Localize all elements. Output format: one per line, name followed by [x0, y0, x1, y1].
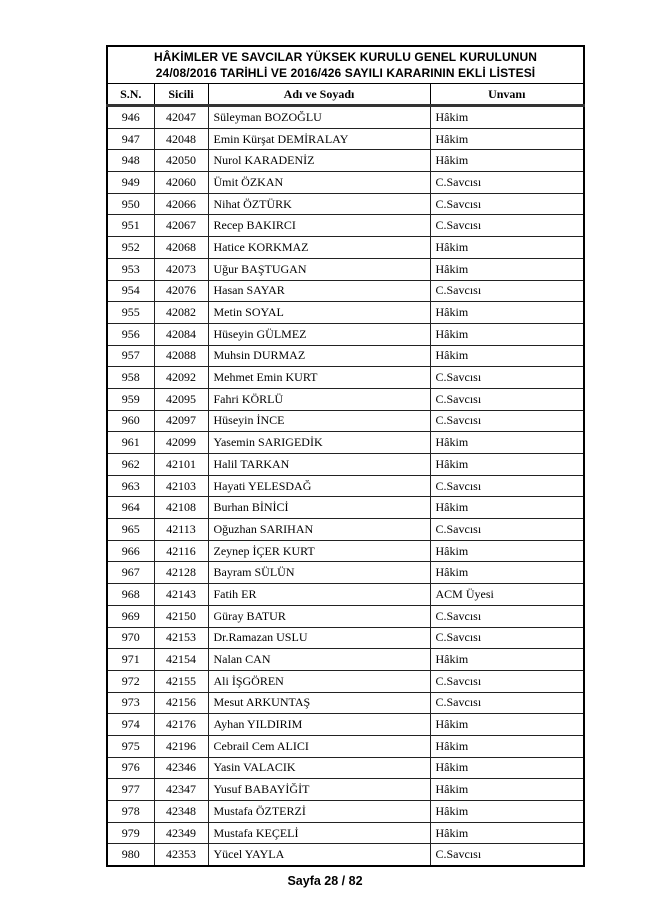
table-row [107, 258, 584, 280]
cell-sicil: 42156 [154, 692, 208, 714]
cell-title: C.Savcısı [430, 215, 584, 237]
cell-name: Ümit ÖZKAN [208, 172, 430, 194]
cell-sicil: 42073 [154, 258, 208, 280]
table-title [107, 46, 584, 84]
table-row [107, 627, 584, 649]
table-row [107, 844, 584, 866]
cell-sn: 971 [107, 649, 154, 671]
cell-name: Metin SOYAL [208, 302, 430, 324]
cell-title: C.Savcısı [430, 193, 584, 215]
cell-sn: 973 [107, 692, 154, 714]
cell-sicil: 42176 [154, 714, 208, 736]
cell-title: Hâkim [430, 258, 584, 280]
table-row [107, 497, 584, 519]
cell-name: Nihat ÖZTÜRK [208, 193, 430, 215]
cell-title: C.Savcısı [430, 519, 584, 541]
table-row [107, 519, 584, 541]
cell-title: C.Savcısı [430, 844, 584, 866]
table-body [107, 106, 584, 867]
cell-sn: 966 [107, 540, 154, 562]
cell-title: Hâkim [430, 432, 584, 454]
cell-sicil: 42347 [154, 779, 208, 801]
cell-sn: 960 [107, 410, 154, 432]
cell-name: Güray BATUR [208, 605, 430, 627]
cell-title: Hâkim [430, 454, 584, 476]
table-row [107, 822, 584, 844]
cell-name: Yücel YAYLA [208, 844, 430, 866]
cell-sn: 965 [107, 519, 154, 541]
cell-title: C.Savcısı [430, 280, 584, 302]
table-row [107, 215, 584, 237]
cell-name: Ali İŞGÖREN [208, 670, 430, 692]
cell-sn: 968 [107, 584, 154, 606]
cell-name: Mustafa ÖZTERZİ [208, 801, 430, 823]
cell-name: Uğur BAŞTUGAN [208, 258, 430, 280]
cell-sicil: 42050 [154, 150, 208, 172]
table-title-line2: 24/08/2016 TARİHLİ VE 2016/426 SAYILI KARARININ EKLİ LİSTESİ [155, 65, 536, 80]
column-header-name: Adı ve Soyadı [208, 84, 430, 106]
cell-name: Yusuf BABAYİĞİT [208, 779, 430, 801]
cell-title: C.Savcısı [430, 605, 584, 627]
table-row [107, 128, 584, 150]
cell-title: C.Savcısı [430, 627, 584, 649]
column-header-title: Unvanı [430, 84, 584, 106]
cell-title: C.Savcısı [430, 367, 584, 389]
table-row [107, 562, 584, 584]
table-row [107, 388, 584, 410]
cell-name: Emin Kürşat DEMİRALAY [208, 128, 430, 150]
table-row [107, 692, 584, 714]
table-row [107, 735, 584, 757]
cell-sn: 947 [107, 128, 154, 150]
cell-title: Hâkim [430, 106, 584, 129]
cell-sn: 980 [107, 844, 154, 866]
cell-sicil: 42143 [154, 584, 208, 606]
column-header-sn: S.N. [107, 84, 154, 106]
cell-sicil: 42048 [154, 128, 208, 150]
cell-sn: 970 [107, 627, 154, 649]
cell-name: Recep BAKIRCI [208, 215, 430, 237]
cell-name: Hasan SAYAR [208, 280, 430, 302]
cell-sicil: 42067 [154, 215, 208, 237]
cell-sicil: 42097 [154, 410, 208, 432]
cell-sicil: 42108 [154, 497, 208, 519]
cell-sicil: 42092 [154, 367, 208, 389]
cell-sn: 978 [107, 801, 154, 823]
cell-name: Muhsin DURMAZ [208, 345, 430, 367]
cell-name: Mustafa KEÇELİ [208, 822, 430, 844]
cell-sicil: 42150 [154, 605, 208, 627]
cell-name: Fatih ER [208, 584, 430, 606]
cell-title: C.Savcısı [430, 172, 584, 194]
cell-sicil: 42154 [154, 649, 208, 671]
table-row [107, 302, 584, 324]
table-row [107, 106, 584, 129]
column-header-sicil: Sicili [154, 84, 208, 106]
cell-sn: 953 [107, 258, 154, 280]
table-row [107, 649, 584, 671]
cell-sicil: 42088 [154, 345, 208, 367]
cell-sn: 950 [107, 193, 154, 215]
cell-sn: 962 [107, 454, 154, 476]
cell-sn: 974 [107, 714, 154, 736]
cell-title: Hâkim [430, 237, 584, 259]
cell-title: Hâkim [430, 757, 584, 779]
cell-name: Burhan BİNİCİ [208, 497, 430, 519]
cell-title: Hâkim [430, 562, 584, 584]
table-row [107, 150, 584, 172]
table-header-row [107, 84, 584, 106]
table-row [107, 475, 584, 497]
cell-sn: 949 [107, 172, 154, 194]
table-row [107, 280, 584, 302]
cell-sicil: 42153 [154, 627, 208, 649]
cell-sicil: 42103 [154, 475, 208, 497]
cell-name: Mehmet Emin KURT [208, 367, 430, 389]
cell-name: Ayhan YILDIRIM [208, 714, 430, 736]
cell-sn: 946 [107, 106, 154, 129]
cell-title: C.Savcısı [430, 410, 584, 432]
cell-sn: 977 [107, 779, 154, 801]
table-row [107, 540, 584, 562]
cell-sicil: 42346 [154, 757, 208, 779]
cell-name: Fahri KÖRLÜ [208, 388, 430, 410]
cell-sicil: 42095 [154, 388, 208, 410]
table-row [107, 454, 584, 476]
table-title-row [107, 46, 584, 84]
cell-sicil: 42196 [154, 735, 208, 757]
cell-name: Zeynep İÇER KURT [208, 540, 430, 562]
cell-name: Süleyman BOZOĞLU [208, 106, 430, 129]
cell-sn: 959 [107, 388, 154, 410]
cell-sn: 954 [107, 280, 154, 302]
table-row [107, 345, 584, 367]
cell-title: Hâkim [430, 128, 584, 150]
cell-title: Hâkim [430, 714, 584, 736]
table-title-line1: HÂKİMLER VE SAVCILAR YÜKSEK KURULU GENEL KURULUNUN [154, 50, 538, 64]
table-row [107, 757, 584, 779]
cell-sn: 964 [107, 497, 154, 519]
cell-title: Hâkim [430, 822, 584, 844]
cell-sicil: 42099 [154, 432, 208, 454]
cell-name: Hüseyin İNCE [208, 410, 430, 432]
cell-title: Hâkim [430, 779, 584, 801]
cell-sicil: 42082 [154, 302, 208, 324]
cell-sicil: 42047 [154, 106, 208, 129]
cell-name: Oğuzhan SARIHAN [208, 519, 430, 541]
cell-name: Hüseyin GÜLMEZ [208, 323, 430, 345]
cell-sn: 976 [107, 757, 154, 779]
cell-name: Halil TARKAN [208, 454, 430, 476]
cell-sicil: 42060 [154, 172, 208, 194]
table-row [107, 670, 584, 692]
cell-sn: 955 [107, 302, 154, 324]
cell-sn: 952 [107, 237, 154, 259]
table-row [107, 410, 584, 432]
cell-title: Hâkim [430, 345, 584, 367]
cell-sn: 963 [107, 475, 154, 497]
cell-title: Hâkim [430, 323, 584, 345]
cell-name: Dr.Ramazan USLU [208, 627, 430, 649]
cell-sicil: 42116 [154, 540, 208, 562]
cell-sn: 967 [107, 562, 154, 584]
table-row [107, 605, 584, 627]
cell-sn: 956 [107, 323, 154, 345]
table-row [107, 584, 584, 606]
cell-sn: 972 [107, 670, 154, 692]
cell-sicil: 42084 [154, 323, 208, 345]
cell-sicil: 42155 [154, 670, 208, 692]
table-row [107, 237, 584, 259]
cell-name: Yasin VALACIK [208, 757, 430, 779]
cell-sn: 975 [107, 735, 154, 757]
cell-title: C.Savcısı [430, 670, 584, 692]
table-row [107, 367, 584, 389]
cell-sicil: 42068 [154, 237, 208, 259]
table-row [107, 779, 584, 801]
table-row [107, 714, 584, 736]
cell-title: Hâkim [430, 735, 584, 757]
cell-title: ACM Üyesi [430, 584, 584, 606]
cell-title: C.Savcısı [430, 388, 584, 410]
cell-title: Hâkim [430, 540, 584, 562]
cell-sicil: 42353 [154, 844, 208, 866]
cell-sn: 958 [107, 367, 154, 389]
cell-sicil: 42076 [154, 280, 208, 302]
cell-sn: 979 [107, 822, 154, 844]
cell-title: Hâkim [430, 150, 584, 172]
cell-title: Hâkim [430, 649, 584, 671]
cell-sicil: 42113 [154, 519, 208, 541]
table-row [107, 323, 584, 345]
cell-name: Yasemin SARIGEDİK [208, 432, 430, 454]
cell-name: Cebrail Cem ALICI [208, 735, 430, 757]
table-row [107, 193, 584, 215]
cell-sn: 948 [107, 150, 154, 172]
cell-name: Hayati YELESDAĞ [208, 475, 430, 497]
decision-list-table [106, 45, 585, 867]
cell-sn: 957 [107, 345, 154, 367]
cell-name: Nurol KARADENİZ [208, 150, 430, 172]
cell-sicil: 42128 [154, 562, 208, 584]
cell-sn: 961 [107, 432, 154, 454]
table-row [107, 172, 584, 194]
cell-name: Nalan CAN [208, 649, 430, 671]
cell-title: C.Savcısı [430, 475, 584, 497]
cell-sn: 951 [107, 215, 154, 237]
cell-sicil: 42101 [154, 454, 208, 476]
cell-sicil: 42349 [154, 822, 208, 844]
cell-name: Mesut ARKUNTAŞ [208, 692, 430, 714]
cell-sicil: 42066 [154, 193, 208, 215]
cell-title: Hâkim [430, 302, 584, 324]
table-row [107, 432, 584, 454]
cell-sicil: 42348 [154, 801, 208, 823]
cell-name: Bayram SÜLÜN [208, 562, 430, 584]
cell-title: C.Savcısı [430, 692, 584, 714]
cell-name: Hatice KORKMAZ [208, 237, 430, 259]
cell-sn: 969 [107, 605, 154, 627]
table-row [107, 801, 584, 823]
cell-title: Hâkim [430, 497, 584, 519]
page-footer: Sayfa 28 / 82 [287, 874, 363, 888]
cell-title: Hâkim [430, 801, 584, 823]
